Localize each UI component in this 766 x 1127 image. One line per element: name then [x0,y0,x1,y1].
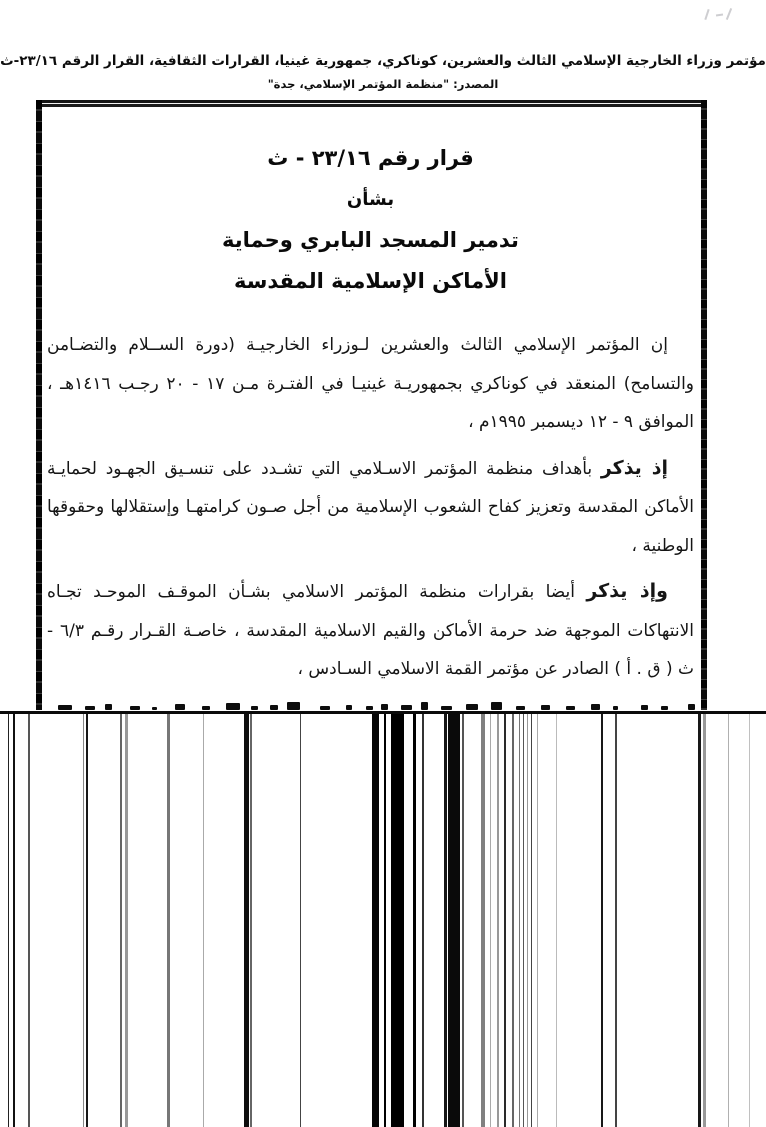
glitch-stripe [728,714,729,1127]
resolution-subject-word: بشأن [346,189,395,210]
recalling-also-paragraph [47,572,694,689]
glyph-fragment [320,706,330,710]
box-content [47,107,694,696]
glitch-stripe [703,714,706,1127]
truncated-text-fragments [0,695,766,711]
glitch-stripe [28,714,30,1127]
pencil-stroke [704,9,709,20]
glitch-stripe [490,714,491,1127]
glyph-fragment [466,704,478,710]
body-line: ث ( ق . أ ) الصادر عن مؤتمر القمة الاسلامي السـادس ، [297,659,694,679]
body-line [47,572,694,612]
glyph-fragment [105,704,112,710]
glitch-stripe [120,714,122,1127]
glitch-stripe [481,714,485,1127]
glyph-fragment [175,704,185,710]
glitch-stripe [537,714,538,1127]
resolution-body [47,326,694,689]
glyph-fragment [491,702,502,710]
glitch-stripe [125,714,128,1127]
preamble-paragraph [47,326,694,442]
resolution-title-line: الأماكن الإسلامية المقدسة [234,269,507,293]
body-line: الوطنية ، [631,535,694,556]
glitch-stripe [413,714,416,1127]
document-source-line: المصدر: "منظمة المؤتمر الإسلامي، جدة" [267,77,499,91]
body-line: الانتهاكات الموجهة ضد حرمة الأماكن والقيم الاسلامية المقدسة ، خاصـة القـرار رقـم ٦/٣ - [47,620,694,641]
glyph-fragment [251,706,258,710]
glitch-stripe [300,714,301,1127]
body-line [47,449,694,489]
glitch-stripe [527,714,528,1127]
glitch-stripe [422,714,424,1127]
resolution-title-line: تدمير المسجد البابري وحماية [222,228,519,252]
glyph-fragment [202,706,210,710]
recalling-paragraph [47,449,694,566]
glitch-stripe [384,714,386,1127]
glitch-stripe [83,714,84,1127]
glyph-fragment [641,705,648,710]
body-line: الأماكن المقدسة وتعزيز كفاح الشعوب الإسلامية من أجل صـون كرامتهـا وإستقلالها وحقوقها [47,497,694,517]
glitch-stripe [512,714,514,1127]
glyph-fragment [566,706,575,710]
pencil-stroke [716,14,723,17]
glyph-fragment [152,707,157,710]
glyph-fragment [613,706,618,710]
body-line: والتسامح) المنعقد في كوناكري بجمهوريـة غينيـا في الفتـرة مـن ١٧ - ٢٠ رجـب ١٤١٦هـ ، [47,373,695,394]
glyph-fragment [591,704,600,710]
glitch-stripe [391,714,404,1127]
glyph-fragment [421,702,428,710]
glitch-stripe [462,714,464,1127]
glitch-stripe [372,714,379,1127]
glyph-fragment [366,706,373,710]
glitch-stripe [497,714,499,1127]
glitch-stripe [167,714,170,1127]
glitch-stripe-area [0,714,766,1127]
glyph-fragment [130,706,140,710]
glyph-fragment [58,705,72,710]
body-line-text: بأهداف منظمة المؤتمر الاسـلامي التي تشـدد على تنسـيق الجهـود لحمايـة [47,458,601,479]
glitch-stripe [556,714,557,1127]
glitch-stripe [531,714,532,1127]
glitch-stripe [448,714,460,1127]
glyph-fragment [516,706,525,710]
glitch-stripe [86,714,88,1127]
glitch-stripe [244,714,249,1127]
glitch-stripe [250,714,252,1127]
glitch-stripe [203,714,204,1127]
paragraph-lead: إذ يذكر [600,456,668,479]
glyph-fragment [688,704,695,710]
glyph-fragment [226,703,240,710]
glyph-fragment [401,705,412,710]
body-line-text: أيضا بقرارات منظمة المؤتمر الاسلامي بشـأن الموقـف الموحـد تجـاه [47,582,587,602]
glitch-stripe [504,714,506,1127]
glitch-stripe [601,714,603,1127]
resolution-number-title: قرار رقم ٢٣/١٦ - ث [267,146,474,170]
glyph-fragment [85,706,95,710]
glyph-fragment [287,702,300,710]
paragraph-lead: وإذ يذكر [586,580,668,602]
glyph-fragment [270,705,278,710]
glitch-stripe [13,714,15,1127]
box-border-right [701,100,707,710]
document-header-line: مؤتمر وزراء الخارجية الإسلامي الثالث والعشرين، كوناكري، جمهورية غينيا، القرارات الثقافية، القرار الرقم ٢٣/١٦-ث [0,53,766,69]
glitch-stripe [523,714,524,1127]
glitch-stripe [615,714,617,1127]
glyph-fragment [381,704,388,710]
body-line: إن المؤتمر الإسلامي الثالث والعشرين لـوزراء الخارجيـة (دورة الســلام والتضـامن [47,335,668,355]
glitch-stripe [8,714,9,1127]
glitch-stripe [519,714,520,1127]
glyph-fragment [541,705,550,710]
glitch-stripe [698,714,701,1127]
glyph-fragment [661,706,668,710]
box-border-top [37,100,706,107]
pencil-stroke [726,8,732,20]
glitch-stripe [444,714,447,1127]
box-border-left [36,100,42,710]
glyph-fragment [441,706,452,710]
glitch-stripe [749,714,750,1127]
glyph-fragment [346,705,352,710]
body-line: الموافق ٩ - ١٢ ديسمبر ١٩٩٥م ، [468,412,694,432]
resolution-box [37,100,706,710]
